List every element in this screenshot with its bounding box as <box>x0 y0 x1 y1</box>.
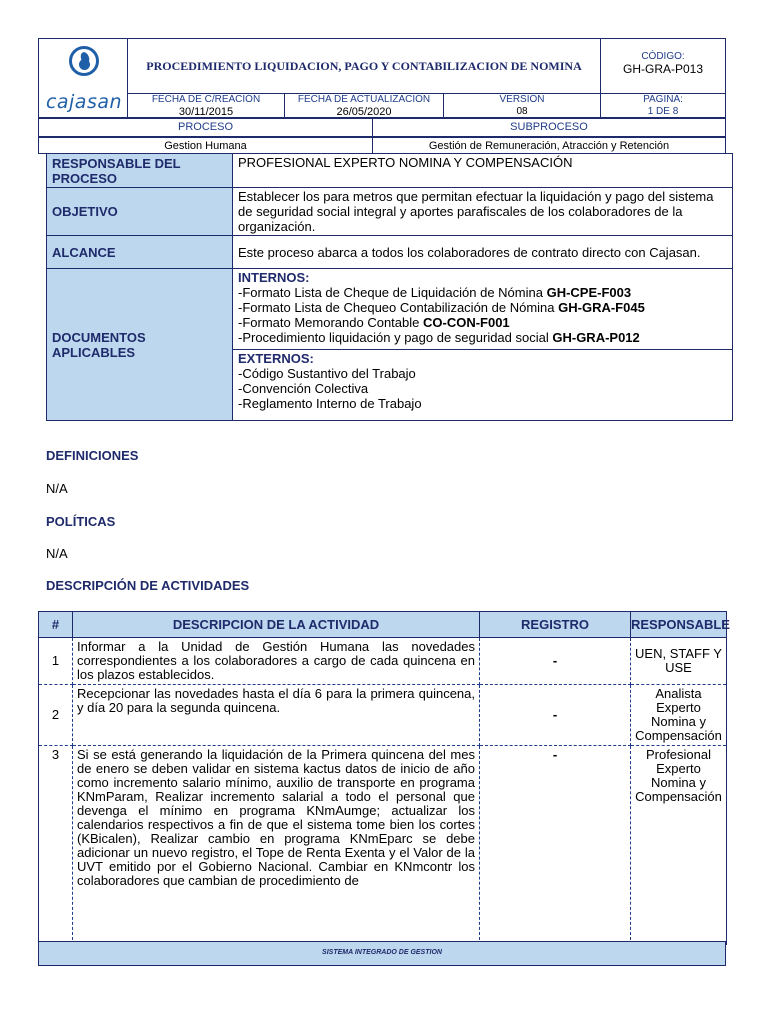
logo-text: cajasan <box>45 91 123 113</box>
externos-item: -Código Sustantivo del Trabajo <box>238 366 416 381</box>
internos-item: -Procedimiento liquidación y pago de seguridad social GH-GRA-P012 <box>238 330 640 345</box>
activities-header-row <box>39 612 727 638</box>
subprocess-label: SUBPROCESO <box>510 121 588 133</box>
code-cell <box>600 38 726 94</box>
page-cell <box>600 93 726 118</box>
process-info-table <box>46 153 733 421</box>
subprocess-label-cell <box>372 118 726 137</box>
activity-description: Si se está generando la liquidación de la Primera quincena del mes de enero se deben validar en sistema kactus datos de inicio de año como incremento salario mínimo, auxilio de transporte en programa KNmParam, Realizar incremento salarial a todo el personal que devenga el mínimo en programa KNmAumge; actualizar los calendarios respectivos a fin de que el sistema tome bien los cortes (KBicalen), Realizar cambio en programa KNmEparc se debe adicionar un nuevo registro, el Tope de Renta Exenta y el Valor de la UVT emitido por el Gobierno Nacional. Cambiar en KNmcontr los colaboradores que cambian de procedimiento de <box>77 748 475 888</box>
logo-cell <box>38 38 128 118</box>
footer-text: SISTEMA INTEGRADO DE GESTION <box>322 949 442 956</box>
code-value: GH-GRA-P013 <box>622 62 704 76</box>
process-label-cell <box>38 118 373 137</box>
responsable-value: PROFESIONAL EXPERTO NOMINA Y COMPENSACIÓN <box>233 154 733 188</box>
externos-item: -Reglamento Interno de Trabajo <box>238 396 422 411</box>
cajasan-logo-icon <box>69 46 99 76</box>
internos-item: -Formato Lista de Cheque de Liquidación de Nómina GH-CPE-F003 <box>238 285 632 300</box>
document-title: PROCEDIMIENTO LIQUIDACION, PAGO Y CONTABILIZACION DE NOMINA <box>146 58 582 73</box>
col-header-responsable: RESPONSABLE <box>631 612 727 638</box>
created-date-cell <box>127 93 285 118</box>
created-label: FECHA DE C/REACIÓN <box>151 94 261 105</box>
table-row <box>39 685 727 746</box>
activity-registro: - <box>480 638 631 685</box>
process-label: PROCESO <box>177 121 233 133</box>
updated-date-cell <box>284 93 444 118</box>
version-cell <box>443 93 601 118</box>
page-label: PAGINA: <box>643 94 683 105</box>
internos-item: -Formato Memorando Contable CO-CON-F001 <box>238 315 510 330</box>
documentos-internos-row <box>47 269 733 350</box>
definiciones-value: N/A <box>46 481 68 496</box>
activity-responsable: UEN, STAFF Y USE <box>631 638 727 685</box>
activity-number: 3 <box>39 746 73 945</box>
externos-item: -Convención Colectiva <box>238 381 369 396</box>
code-label: CÓDIGO: <box>641 51 685 62</box>
activity-description-cell <box>73 746 480 945</box>
process-value: Gestion Humana <box>164 140 247 152</box>
definiciones-title: DEFINICIONES <box>46 448 139 463</box>
politicas-title: POLÍTICAS <box>46 514 116 529</box>
activity-number: 2 <box>39 685 73 746</box>
actividades-title: DESCRIPCIÓN DE ACTIVIDADES <box>46 578 250 593</box>
alcance-label: ALCANCE <box>47 236 233 269</box>
activity-registro: - <box>480 746 631 945</box>
created-value: 30/11/2015 <box>178 106 234 118</box>
col-header-number: # <box>39 612 73 638</box>
responsable-row <box>47 154 733 188</box>
page-value: 1 DE 8 <box>647 106 679 117</box>
responsable-label: RESPONSABLE DEL PROCESO <box>47 154 233 188</box>
version-value: 08 <box>516 106 528 117</box>
col-header-description: DESCRIPCION DE LA ACTIVIDAD <box>73 612 480 638</box>
internos-label: INTERNOS: <box>238 270 310 285</box>
politicas-value: N/A <box>46 546 68 561</box>
updated-value: 26/05/2020 <box>336 106 392 118</box>
activity-description: Recepcionar las novedades hasta el día 6 para la primera quincena, y día 20 para la segunda quincena. <box>73 685 480 746</box>
alcance-row <box>47 236 733 269</box>
updated-label: FECHA DE ACTUALIZACIÓN <box>297 94 431 105</box>
subprocess-value-cell <box>372 137 726 154</box>
activity-number: 1 <box>39 638 73 685</box>
col-header-registro: REGISTRO <box>480 612 631 638</box>
document-title-cell <box>127 38 601 94</box>
alcance-value: Este proceso abarca a todos los colaboradores de contrato directo con Cajasan. <box>233 236 733 269</box>
objetivo-label: OBJETIVO <box>47 188 233 236</box>
document-header <box>38 38 726 154</box>
activity-description: Informar a la Unidad de Gestión Humana las novedades correspondientes a los colaboradores a cargo de cada quincena en los plazos establecidos. <box>73 638 480 685</box>
objetivo-row <box>47 188 733 236</box>
subprocess-value: Gestión de Remuneración, Atracción y Retención <box>428 140 670 152</box>
externos-label: EXTERNOS: <box>238 351 314 366</box>
internos-cell <box>233 269 733 350</box>
activity-responsable: Analista Experto Nomina y Compensación <box>631 685 727 746</box>
internos-item: -Formato Lista de Chequeo Contabilización de Nómina GH-GRA-F045 <box>238 300 645 315</box>
activity-registro: - <box>480 685 631 746</box>
footer-banner <box>38 941 726 966</box>
documentos-label: DOCUMENTOS APLICABLES <box>47 269 233 421</box>
table-row <box>39 638 727 685</box>
externos-cell <box>233 350 733 421</box>
activity-responsable: Profesional Experto Nomina y Compensación <box>631 746 727 945</box>
version-label: VERSIÓN <box>499 94 545 105</box>
objetivo-value: Establecer los para metros que permitan efectuar la liquidación y pago del sistema de seguridad social integral y aportes parafiscales de los colaboradores de la organización. <box>233 188 733 236</box>
process-value-cell <box>38 137 373 154</box>
activities-table <box>38 611 730 945</box>
table-row <box>39 746 727 945</box>
